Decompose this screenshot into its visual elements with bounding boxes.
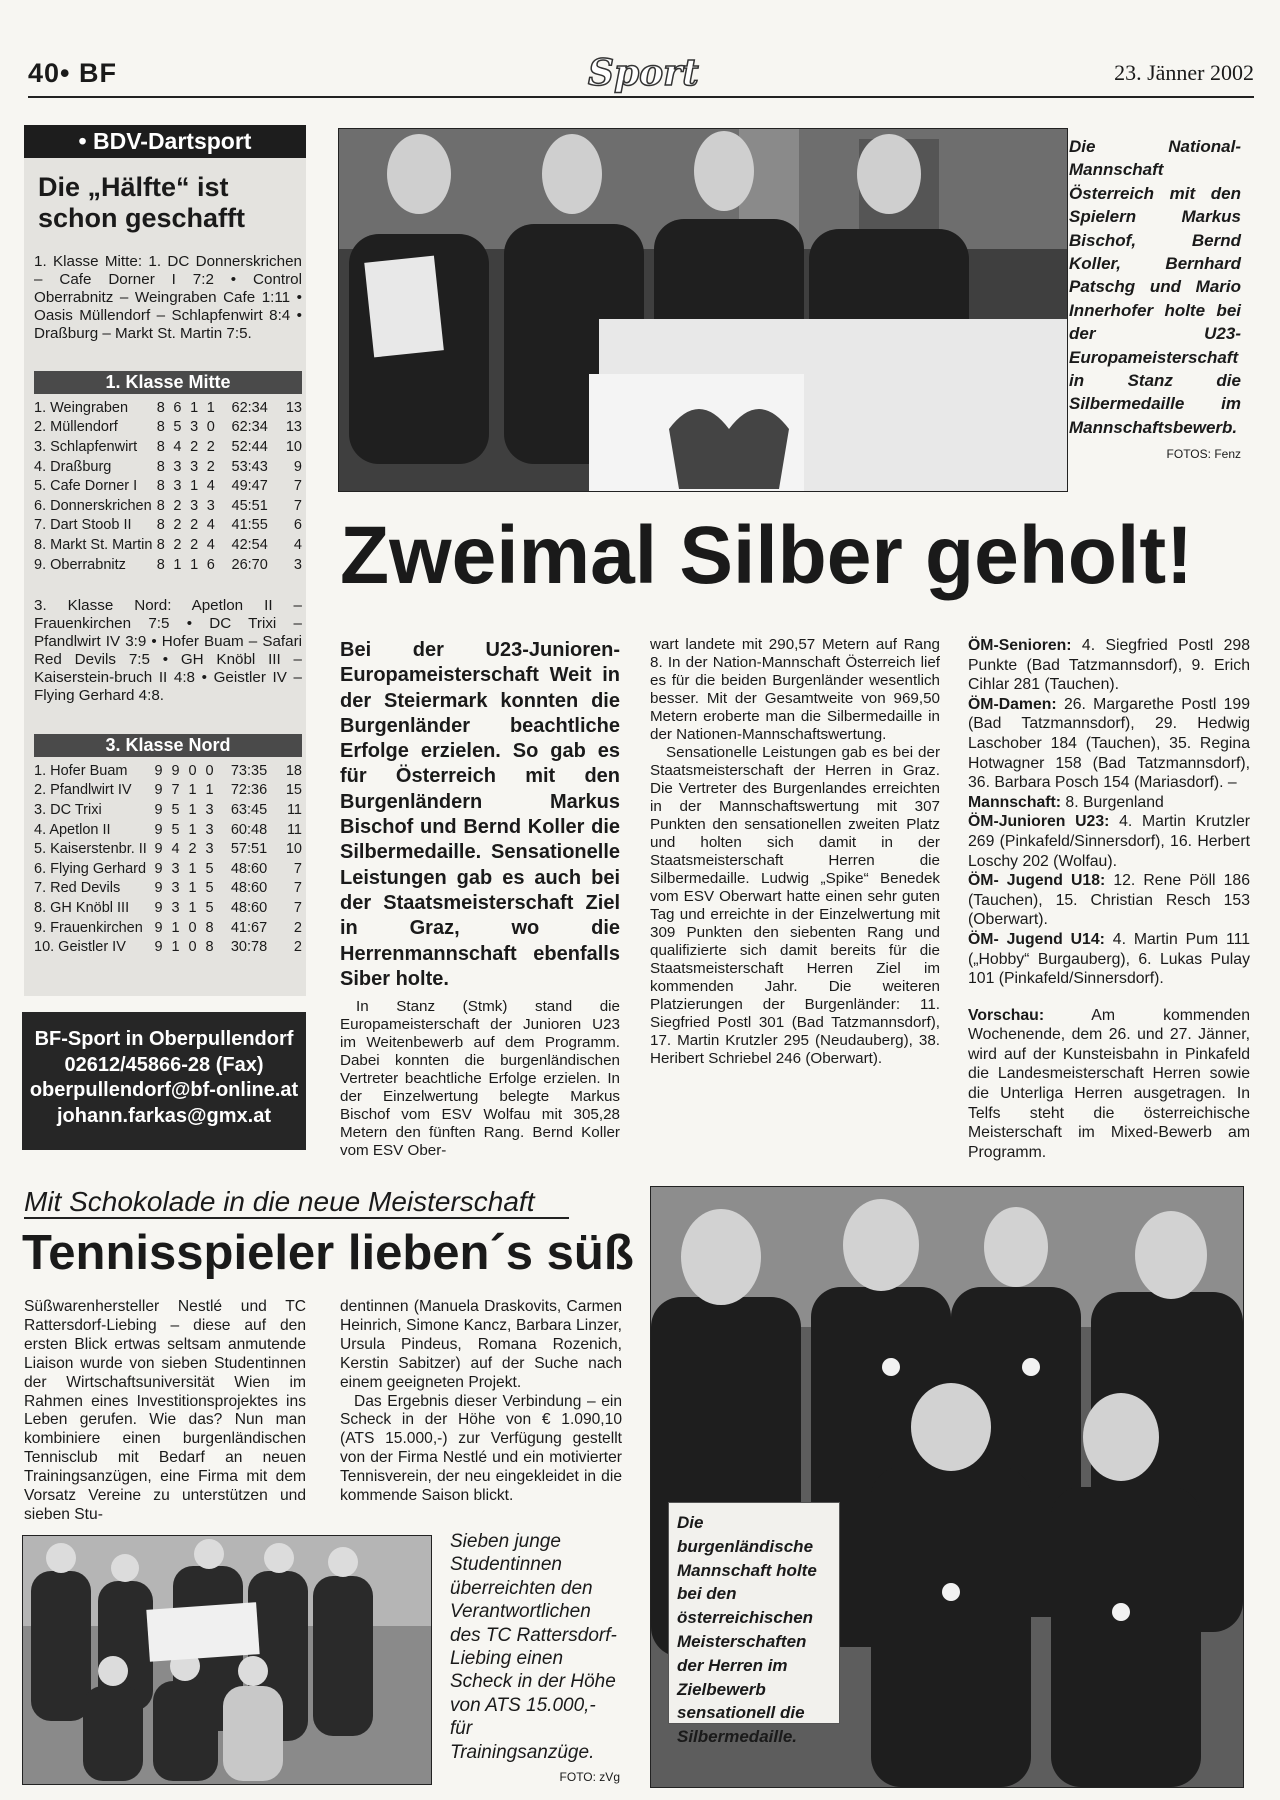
table-cell: 3 <box>205 841 214 858</box>
result-text: 8. Burgenland <box>1065 793 1164 811</box>
table-row <box>34 476 302 496</box>
table-cell: 5 <box>205 880 214 897</box>
result-entry <box>968 793 1250 813</box>
team-photo-caption: Die National-Mannschaft Österreich mit den Spielern Markus Bischof, Bernd Koller, Bernhard Patschg und Mario Innerhofer holte bei der U23-Europameisterschaft in Stanz die Silbermedaille im Mannschaftsbewerb. FOTOS: Fenz <box>1069 135 1241 467</box>
result-entry <box>968 695 1250 793</box>
article2-col1: Süßwarenhersteller Nestlé und TC Rattersdorf-Liebing – diese auf den ersten Blick ertwas seltsam anmutende Liaison wurde von sieben Studentinnen der Wirtschaftsuniversität Wien im Rahmen eines Investitionsprojektes ins Leben gerufen. Wie das? Nun man kombiniere einen burgenländischen Tennisclub mit Bedarf an neuen Trainingsanzügen, eine Firma mit dem Vorsatz Vereine zu unterstützen und sieben Stu- <box>24 1298 306 1523</box>
team-photo-illustration <box>339 129 1067 491</box>
table-cell: 1 <box>173 556 182 573</box>
table-cell: 4 <box>206 478 215 495</box>
table-cell: 9. Oberrabnitz <box>34 556 126 573</box>
table-cell: 8 <box>156 399 165 416</box>
table-row <box>34 496 302 516</box>
result-text: 12. Rene Pöll 186 (Tauchen), 15. Christian Resch 153 (Oberwart). <box>968 872 1250 929</box>
article-body-col2 <box>650 636 940 1068</box>
table-cell: 62:34 <box>231 419 268 436</box>
table-cell: 30:78 <box>230 939 268 956</box>
article-body-col2-p1: wart landete mit 290,57 Metern auf Rang 8. In der Nation-Mannschaft Österreich lief es für die beiden Burgenländer wesentlich besser. Mit der Gesamtweite von 969,50 Metern eroberte man die Silbermedaille in der Nationen-Mannschaftswertung. <box>650 636 940 743</box>
table-cell: 1 <box>190 478 199 495</box>
table-cell: 9 <box>293 458 302 475</box>
table-cell: 4 <box>206 517 215 534</box>
article2-col2-p2: Das Ergebnis dieser Verbindung – ein Scheck in der Höhe von € 1.090,10 (ATS 15.000,-) zur Verfügung gestellt von der Firma Nestlé und ein motivierter Tennisverein, der neu eingekleidet in die kommende Saison blickt. <box>340 1392 622 1505</box>
tennis-photo-caption: Sieben junge Studentinnen überreichten den Verantwortlichen des TC Rattersdorf-Liebing einen Scheck in der Höhe von ATS 15.000,- für Trainingsanzüge. FOTO: zVg <box>450 1530 620 1789</box>
table-cell: 4 <box>293 536 302 553</box>
preview-label: Vorschau: <box>968 1006 1045 1024</box>
article2-kicker: Mit Schokolade in die neue Meisterschaft <box>24 1186 535 1217</box>
table-cell: 3 <box>190 419 199 436</box>
table-cell: 9 <box>154 841 163 858</box>
table-cell: 5. Kaiserstenbr. II <box>34 841 147 858</box>
issue-date: 23. Jänner 2002 <box>1114 60 1254 85</box>
result-label: ÖM-Damen: <box>968 695 1064 713</box>
table-cell: 4. Draßburg <box>34 458 112 475</box>
darts-title: Die „Hälfte“ ist schon geschafft <box>38 172 246 233</box>
table-cell: 2 <box>206 458 215 475</box>
table-cell: 5 <box>205 860 214 877</box>
table-cell: 42:54 <box>231 536 268 553</box>
result-label: ÖM-Senioren: <box>968 637 1082 654</box>
table-cell: 48:60 <box>230 899 268 916</box>
table-cell: 7 <box>293 478 302 495</box>
table-cell: 8 <box>205 919 214 936</box>
article2-headline: Tennisspieler lieben´s süß <box>22 1226 634 1280</box>
table-cell: 6. Donnerskrichen <box>34 497 152 514</box>
section-title: Sport <box>588 52 699 94</box>
table-cell: 1 <box>171 919 180 936</box>
team-photo-image <box>338 128 1068 492</box>
table-row <box>34 516 302 536</box>
table-cell: 7 <box>293 497 302 514</box>
table-cell: 3 <box>293 556 302 573</box>
result-entry <box>968 930 1250 989</box>
result-text: 26. Margarethe Postl 199 (Bad Tatzmannsdorf), 29. Hedwig Laschober 184 (Tauchen), 35. Regina Hotwagner 158 (Bad Tatzmannsdorf), 36. Barbara Posch 154 (Mariasdorf). – <box>968 695 1251 792</box>
table-cell: 8 <box>156 497 165 514</box>
table-cell: 5 <box>173 419 182 436</box>
table-row <box>34 535 302 555</box>
table-cell: 7 <box>171 782 180 799</box>
article2-col2-p1: dentinnen (Manuela Draskovits, Carmen Heinrich, Simone Kancz, Barbara Linzer, Ursula Pindeus, Romana Rozenich, Kerstin Sabitzer) auf der Suche nach einem geeigneten Projekt. <box>340 1298 622 1391</box>
table-cell: 8. Markt St. Martin <box>34 536 153 553</box>
table-cell: 7 <box>293 860 302 877</box>
table-cell: 5. Cafe Dorner I <box>34 478 138 495</box>
table-cell: 62:34 <box>231 399 268 416</box>
table-cell: 6 <box>173 399 182 416</box>
table-cell: 4 <box>206 536 215 553</box>
table-cell: 9 <box>154 880 163 897</box>
table-cell: 5 <box>205 899 214 916</box>
table-cell: 2 <box>206 438 215 455</box>
result-entry <box>968 871 1250 930</box>
table-cell: 41:67 <box>230 919 268 936</box>
table-cell: 1 <box>205 782 214 799</box>
table-cell: 1. Hofer Buam <box>34 762 128 779</box>
result-text: 4. Martin Krutzler 269 (Pinkafeld/Sinnersdorf), 16. Herbert Loschy 202 (Wolfau). <box>968 813 1250 870</box>
darts-results-mitte: 1. Klasse Mitte: 1. DC Donnerskrichen – Cafe Dorner I 7:2 • Control Oberrabnitz – Weingraben Cafe 1:11 • Oasis Müllendorf – Schlapfenwirt 8:4 • Draßburg – Markt St. Martin 7:5. <box>34 253 302 342</box>
table-cell: 3. DC Trixi <box>34 801 102 818</box>
table-cell: 0 <box>188 762 197 779</box>
table-cell: 4 <box>171 841 180 858</box>
table-cell: 4 <box>173 438 182 455</box>
table-cell: 8 <box>205 939 214 956</box>
tennis-photo-illustration <box>23 1536 431 1784</box>
table-cell: 15 <box>285 782 302 799</box>
table-cell: 11 <box>286 821 302 838</box>
table-cell: 2. Müllendorf <box>34 419 118 436</box>
table-cell: 10 <box>285 438 302 455</box>
table-cell: 7 <box>293 899 302 916</box>
table-row <box>34 820 302 840</box>
table-cell: 9 <box>171 762 180 779</box>
table-cell: 7. Dart Stoob II <box>34 517 132 534</box>
table-cell: 2 <box>190 536 199 553</box>
table-cell: 3 <box>190 458 199 475</box>
preview-text: Am kommenden Wochenende, dem 26. und 27. Jänner, wird auf der Kunsteisbahn in Pinkafeld die Landesmeisterschaft Herren sowie die Unterliga Herren ausgetragen. In Telfs steht die österreichische Meisterschaft im Mixed-Bewerb am Programm. <box>968 1006 1250 1161</box>
table-cell: 0 <box>205 762 214 779</box>
table-cell: 1 <box>190 399 199 416</box>
table-cell: 1 <box>190 556 199 573</box>
table-cell: 9 <box>154 762 163 779</box>
table-row <box>34 937 302 957</box>
table-cell: 8 <box>156 556 165 573</box>
result-label: ÖM- Jugend U18: <box>968 872 1114 890</box>
table-cell: 1 <box>188 899 197 916</box>
result-label: ÖM- Jugend U14: <box>968 930 1113 948</box>
article-body-intro: In Stanz (Stmk) stand die Europameisterschaft der Junioren U23 im Weitenbewerb auf dem Programm. Dabei konnten die burgenländischen Vertreter beachtliche Erfolge erzielen. In der Einzelwertung belegte Markus Bischof vom ESV Wolfau mit 305,28 Metern den fünften Rang. Bernd Koller vom ESV Ober- <box>340 998 620 1159</box>
table-row <box>34 898 302 918</box>
table-row <box>34 839 302 859</box>
table-cell: 3 <box>171 860 180 877</box>
table-cell: 0 <box>188 919 197 936</box>
table-cell: 1 <box>188 782 197 799</box>
table-cell: 2 <box>173 497 182 514</box>
table-cell: 3 <box>206 497 215 514</box>
article-lead: Bei der U23-Junioren-Europameisterschaft Weit in der Steiermark konnten die Burgenländer beachtliche Erfolge erzielen. So gab es für Österreich mit den Burgenländern Markus Bischof und Bernd Koller die Silbermedaille. Sensationelle Leistungen gab es auch bei der Staatsmeisterschaft Ziel in Graz, wo die Herrenmannschaft ebenfalls Siber holte. <box>340 639 620 990</box>
table-cell: 8 <box>156 478 165 495</box>
table-cell: 72:36 <box>230 782 268 799</box>
darts-category: • BDV-Dartsport <box>24 125 306 158</box>
table-cell: 45:51 <box>231 497 268 514</box>
kicker-underline <box>24 1217 569 1219</box>
table-row <box>34 418 302 438</box>
tennis-photo-image <box>22 1535 432 1785</box>
table-cell: 2 <box>293 939 302 956</box>
table-cell: 7. Red Devils <box>34 880 121 897</box>
table-cell: 57:51 <box>230 841 268 858</box>
table-cell: 9 <box>154 801 163 818</box>
table-cell: 41:55 <box>231 517 268 534</box>
table-cell: 48:60 <box>230 880 268 897</box>
contact-email-1[interactable]: oberpullendorf@bf-online.at <box>29 1079 299 1101</box>
table-cell: 11 <box>286 801 302 818</box>
table-cell: 1. Weingraben <box>34 399 129 416</box>
table-cell: 8 <box>156 517 165 534</box>
table-nord-heading: 3. Klasse Nord <box>34 734 302 757</box>
table-row <box>34 761 302 781</box>
table-row <box>34 555 302 575</box>
table-cell: 8. GH Knöbl III <box>34 899 130 916</box>
table-cell: 6. Flying Gerhard <box>34 860 147 877</box>
table-cell: 1 <box>206 399 215 416</box>
contact-box <box>22 1012 306 1150</box>
table-cell: 5 <box>171 821 180 838</box>
article-body-col2-p2: Sensationelle Leistungen gab es bei der Staatsmeisterschaft der Herren in Graz. Die Vertreter des Burgenlandes erreichten in der Mannschaftswertung mit 307 Punkten den sensationellen zweiten Platz und holten sich damit in der Staatsmeisterschaft Herren die Silbermedaille. Ludwig „Spike“ Benedek vom ESV Oberwart hatte einen sehr guten Tag und erreichte in der Einzelwertung mit 309 Punkten den siebenten Rang und qualifizierte sich damit bereits für die Staatsmeisterschaft Herren Ziel im kommenden Jahr. Die weiteren Platzierungen der Burgenländer: 11. Siegfried Postl 301 (Bad Tatzmannsdorf), 17. Martin Krutzler 295 (Neudauberg), 38. Heribert Schriebel 246 (Oberwart). <box>650 744 940 1067</box>
team-photo-credit: FOTOS: Fenz <box>1166 447 1241 462</box>
contact-email-2[interactable]: johann.farkas@gmx.at <box>56 1104 271 1127</box>
table-nord <box>34 761 302 957</box>
table-cell: 13 <box>285 399 302 416</box>
table-cell: 0 <box>206 419 215 436</box>
table-cell: 18 <box>285 762 302 779</box>
table-cell: 2 <box>173 536 182 553</box>
table-cell: 4. Apetlon II <box>34 821 111 838</box>
table-cell: 9 <box>154 860 163 877</box>
table-row <box>34 800 302 820</box>
table-cell: 9 <box>154 919 163 936</box>
table-cell: 5 <box>171 801 180 818</box>
table-row <box>34 918 302 938</box>
table-cell: 73:35 <box>230 762 268 779</box>
table-cell: 53:43 <box>231 458 268 475</box>
table-cell: 49:47 <box>231 478 268 495</box>
table-cell: 9 <box>154 821 163 838</box>
curling-team-photo-caption: Die burgenländische Mannschaft holte bei den österreichischen Meisterschaften der Herren im Zielbewerb sensationell die Silbermedaille. <box>668 1502 840 1724</box>
table-cell: 1 <box>188 821 197 838</box>
table-cell: 60:48 <box>230 821 268 838</box>
table-cell: 1 <box>188 860 197 877</box>
table-cell: 3 <box>173 458 182 475</box>
table-cell: 13 <box>285 419 302 436</box>
tennis-photo-credit: FOTO: zVg <box>559 1770 620 1785</box>
table-cell: 48:60 <box>230 860 268 877</box>
table-cell: 9. Frauenkirchen <box>34 919 143 936</box>
table-row <box>34 781 302 801</box>
table-cell: 3 <box>171 899 180 916</box>
contact-fax: 02612/45866-28 (Fax) <box>64 1053 264 1076</box>
table-cell: 6 <box>293 517 302 534</box>
results-list <box>968 636 1250 989</box>
table-cell: 3. Schlapfenwirt <box>34 438 138 455</box>
page-header <box>28 52 1254 98</box>
preview-paragraph <box>968 1006 1250 1163</box>
article-headline: Zweimal Silber geholt! <box>340 510 1193 601</box>
contact-title: BF-Sport in Oberpullendorf <box>34 1028 294 1050</box>
table-cell: 9 <box>154 899 163 916</box>
result-label: Mannschaft: <box>968 793 1066 811</box>
table-cell: 2 <box>173 517 182 534</box>
table-mitte-heading: 1. Klasse Mitte <box>34 371 302 394</box>
table-cell: 3 <box>205 821 214 838</box>
table-cell: 8 <box>156 458 165 475</box>
table-row <box>34 859 302 879</box>
table-cell: 2 <box>190 438 199 455</box>
page-number: 40• BF <box>28 58 117 88</box>
table-cell: 7 <box>293 880 302 897</box>
table-cell: 3 <box>171 880 180 897</box>
table-row <box>34 437 302 457</box>
result-label: ÖM-Junioren U23: <box>968 813 1120 831</box>
result-text: 4. Siegfried Postl 298 Punkte (Bad Tatzmannsdorf), 9. Erich Cihlar 281 (Tauchen). <box>968 637 1250 694</box>
table-cell: 1 <box>188 801 197 818</box>
table-cell: 2 <box>293 919 302 936</box>
table-cell: 3 <box>190 497 199 514</box>
table-row <box>34 398 302 418</box>
result-entry <box>968 812 1250 871</box>
table-cell: 1 <box>188 880 197 897</box>
table-cell: 2. Pfandlwirt IV <box>34 782 132 799</box>
result-entry <box>968 636 1250 695</box>
table-cell: 10. Geistler IV <box>34 939 126 956</box>
table-cell: 3 <box>173 478 182 495</box>
article2-col2 <box>340 1298 622 1506</box>
table-cell: 2 <box>190 517 199 534</box>
table-cell: 9 <box>154 939 163 956</box>
table-cell: 8 <box>156 438 165 455</box>
table-cell: 9 <box>154 782 163 799</box>
table-row <box>34 457 302 477</box>
table-cell: 63:45 <box>230 801 268 818</box>
table-cell: 3 <box>205 801 214 818</box>
darts-results-nord: 3. Klasse Nord: Apetlon II – Frauenkirchen 7:5 • DC Trixi – Pfandlwirt IV 3:9 • Hofer Buam – Safari Red Devils 7:5 • GH Knöbl III – Kaiserstein-bruch II 4:8 • Geistler IV – Flying Gerhard 4:8. <box>34 597 302 704</box>
results-column <box>968 636 1250 1162</box>
table-cell: 10 <box>285 841 302 858</box>
table-cell: 6 <box>206 556 215 573</box>
table-cell: 8 <box>156 536 165 553</box>
table-cell: 52:44 <box>231 438 268 455</box>
result-text: 4. Martin Pum 111 („Hobby“ Burgauberg), 6. Lukas Pulay 101 (Pinkafeld/Sinnersdorf). <box>968 930 1250 988</box>
table-cell: 2 <box>188 841 197 858</box>
table-mitte <box>34 398 302 574</box>
table-cell: 8 <box>156 419 165 436</box>
table-cell: 26:70 <box>231 556 268 573</box>
table-cell: 1 <box>171 939 180 956</box>
table-row <box>34 879 302 899</box>
table-cell: 0 <box>188 939 197 956</box>
